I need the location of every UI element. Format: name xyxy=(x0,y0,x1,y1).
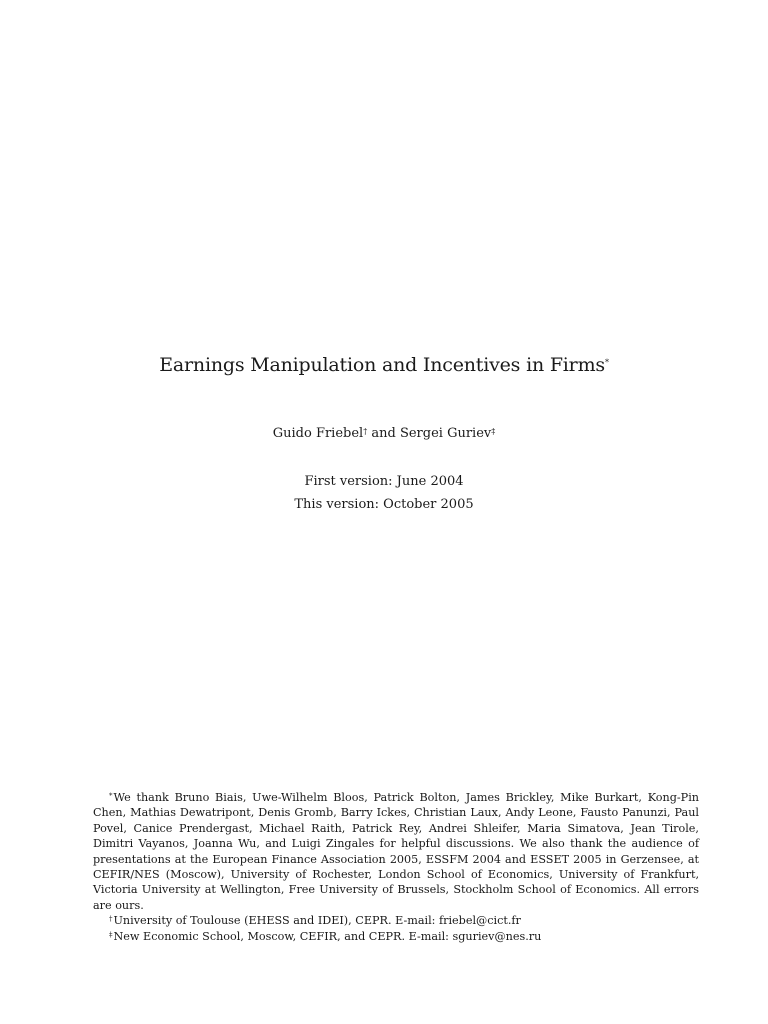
title-footnote-mark: * xyxy=(604,358,609,367)
footnote-text: We thank Bruno Biais, Uwe-Wilhelm Bloos, Patrick Bolton, James Brickley, Mike Burkart, Kong-Pin Chen, Mathias Dewatripont, Denis Gromb, Barry Ickes, Christian Laux, Andy Leone, Fausto Panunzi, Paul Povel, Canice Prendergast, Michael Raith, Patrick Rey, Andrei Shleifer, Maria Simatova, Jean Tirole, Dimitri Vayanos, Joanna Wu, and Luigi Zingales for helpful discussions. We also thank the audience of presentations at the European Finance Association 2005, ESSFM 2004 and ESSET 2005 in Gerzensee, at CEFIR/NES (Moscow), University of Rochester, London School of Economics, University of Frankfurt, Victoria University at Wellington, Free University of Brussels, Stockholm School of Economics. All errors are ours. xyxy=(93,791,699,912)
footnote-mark: * xyxy=(109,792,113,800)
footnote-author-1-affiliation xyxy=(93,913,699,928)
paper-title-text: Earnings Manipulation and Incentives in Firms xyxy=(159,354,605,376)
author-name: Guido Friebel xyxy=(272,426,364,441)
footnote-mark: ‡ xyxy=(109,930,113,939)
footnote-text: New Economic School, Moscow, CEFIR, and CEPR. E-mail: sguriev@nes.ru xyxy=(113,929,542,943)
author-line xyxy=(0,425,768,443)
author-footnote-mark: ‡ xyxy=(491,427,496,436)
footnote-acknowledgements xyxy=(93,790,699,913)
title-block xyxy=(0,352,768,378)
version-dates xyxy=(0,470,768,516)
author-footnote-mark: † xyxy=(363,427,368,436)
footnotes xyxy=(93,790,699,944)
footnote-author-2-affiliation xyxy=(93,929,699,944)
footnote-mark: † xyxy=(109,915,113,924)
first-version: First version: June 2004 xyxy=(304,474,464,489)
author-name: Sergei Guriev xyxy=(399,426,492,441)
paper-title xyxy=(0,352,768,378)
author-joiner: and xyxy=(371,426,396,441)
footnote-text: University of Toulouse (EHESS and IDEI), CEPR. E-mail: friebel@cict.fr xyxy=(113,914,521,928)
this-version: This version: October 2005 xyxy=(294,497,474,512)
